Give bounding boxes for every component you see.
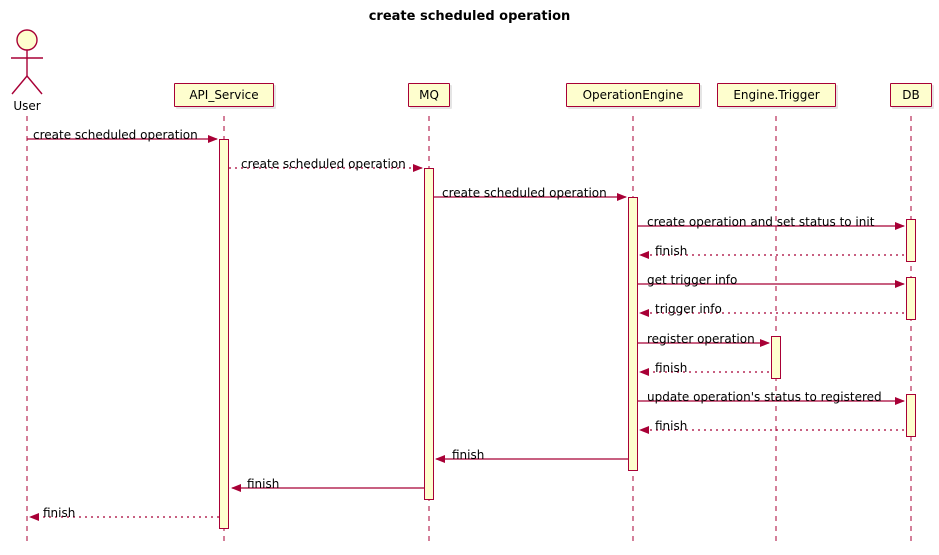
participant-api-service[interactable]: API_Service xyxy=(174,83,274,107)
message-label-7: trigger info xyxy=(655,302,722,316)
message-label-11: finish xyxy=(655,419,688,433)
message-label-12: finish xyxy=(452,448,485,462)
message-label-13: finish xyxy=(247,477,280,491)
message-label-10: update operation's status to registered xyxy=(647,390,882,404)
activation-mq xyxy=(424,168,434,500)
activation-db-2 xyxy=(906,277,916,320)
activation-api-service xyxy=(219,139,229,529)
participant-db[interactable]: DB xyxy=(890,83,932,107)
participant-mq[interactable]: MQ xyxy=(408,83,450,107)
activation-operation-engine xyxy=(628,197,638,471)
activation-db-1 xyxy=(906,219,916,262)
actor-user-figure xyxy=(11,30,43,94)
message-label-6: get trigger info xyxy=(647,273,738,287)
message-label-3: create scheduled operation xyxy=(442,186,607,200)
message-label-5: finish xyxy=(655,244,688,258)
message-label-2: create scheduled operation xyxy=(241,157,406,171)
message-label-4: create operation and set status to init xyxy=(647,215,875,229)
activation-engine-trigger xyxy=(771,336,781,379)
participant-engine-trigger[interactable]: Engine.Trigger xyxy=(717,83,836,107)
actor-label-user: User xyxy=(13,99,41,113)
participant-operation-engine[interactable]: OperationEngine xyxy=(566,83,700,107)
activation-db-3 xyxy=(906,394,916,437)
lifelines xyxy=(27,116,911,545)
message-label-9: finish xyxy=(655,361,688,375)
message-label-8: register operation xyxy=(647,332,755,346)
message-label-14: finish xyxy=(43,506,76,520)
message-label-1: create scheduled operation xyxy=(33,128,198,142)
diagram-title: create scheduled operation xyxy=(368,9,571,24)
